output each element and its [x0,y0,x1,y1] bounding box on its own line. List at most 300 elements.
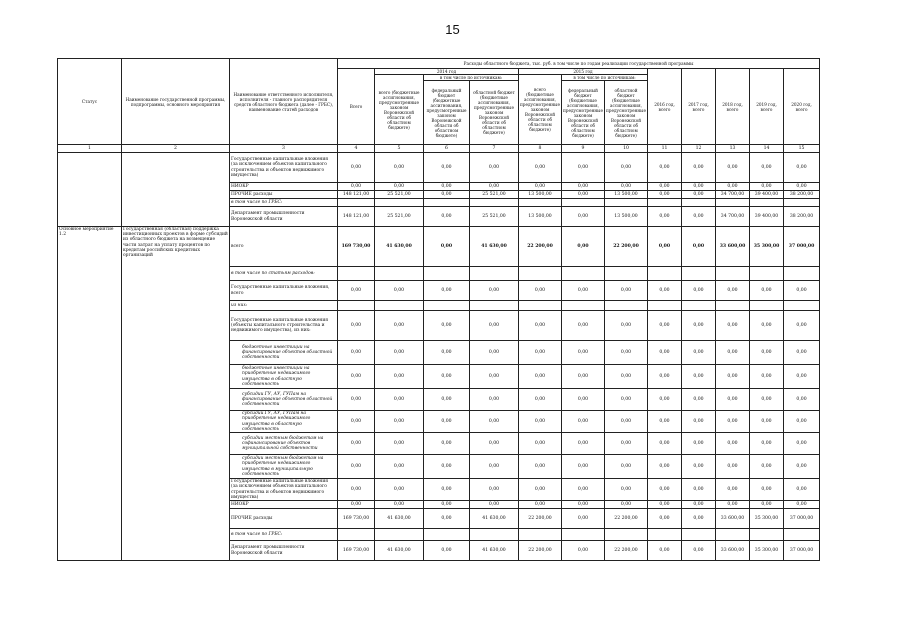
value-cell: 0,00 [682,433,716,455]
value-cell: 0,00 [562,509,605,529]
value-cell: 0,00 [424,183,470,191]
value-cell: 0,00 [424,501,470,509]
value-cell: 0,00 [716,501,750,509]
value-cell: 0,00 [562,501,605,509]
value-cell: 0,00 [784,153,820,183]
value-cell: 0,00 [605,501,648,509]
value-cell: 0,00 [750,389,784,411]
expense-item-cell: Государственные капитальные вложения, всего [230,281,338,301]
value-cell: 0,00 [750,455,784,479]
value-cell: 0,00 [648,341,682,365]
value-cell: 0,00 [750,411,784,433]
value-cell: 0,00 [375,281,424,301]
column-number: 10 [605,145,648,153]
value-cell: 0,00 [424,281,470,301]
value-cell: 0,00 [716,183,750,191]
value-cell [605,301,648,311]
value-cell: 0,00 [470,479,519,501]
value-cell [682,529,716,541]
value-cell: 38 200,00 [784,207,820,227]
value-cell: 0,00 [682,411,716,433]
value-cell: 0,00 [682,501,716,509]
value-cell: 22 200,00 [519,541,562,561]
value-cell: 34 700,00 [716,191,750,199]
value-cell: 0,00 [519,455,562,479]
value-cell: 0,00 [562,541,605,561]
value-cell: 0,00 [375,153,424,183]
value-cell: 0,00 [562,191,605,199]
value-cell [338,301,375,311]
value-cell: 0,00 [648,207,682,227]
expense-item-cell: Государственные капитальные вложения (за исключением объектов капитального строительства и объектов недвижимого имущества) [230,153,338,183]
value-cell: 0,00 [750,365,784,389]
value-cell: 41 630,00 [375,227,424,267]
value-cell: 0,00 [338,411,375,433]
value-cell [648,301,682,311]
value-cell: 0,00 [648,479,682,501]
value-cell: 0,00 [784,281,820,301]
value-cell: 0,00 [424,311,470,341]
value-cell: 33 600,00 [716,541,750,561]
value-cell: 0,00 [784,411,820,433]
value-cell [648,529,682,541]
value-cell: 0,00 [682,389,716,411]
value-cell: 0,00 [424,509,470,529]
value-cell: 0,00 [519,501,562,509]
value-cell: 0,00 [562,227,605,267]
value-cell [519,267,562,281]
value-cell [784,267,820,281]
value-cell: 0,00 [716,153,750,183]
value-cell: 0,00 [682,455,716,479]
column-number: 2 [122,145,230,153]
value-cell: 0,00 [682,153,716,183]
value-cell: 0,00 [682,183,716,191]
value-cell [424,301,470,311]
value-cell [519,199,562,207]
value-cell [338,267,375,281]
value-cell: 41 630,00 [470,509,519,529]
value-cell: 39 400,00 [750,207,784,227]
value-cell [375,267,424,281]
value-cell [682,199,716,207]
value-cell: 0,00 [562,153,605,183]
column-number: 4 [338,145,375,153]
value-cell: 0,00 [682,509,716,529]
value-cell [338,199,375,207]
value-cell: 0,00 [784,433,820,455]
value-cell: 13 500,00 [605,191,648,199]
value-cell: 0,00 [784,311,820,341]
value-cell: 0,00 [784,341,820,365]
header-2014-regional: областной бюджет (бюджетные ассигнования, предусмотренные законом Воронежской области об областном бюджете) [470,81,519,145]
value-cell: 37 000,00 [784,541,820,561]
value-cell: 0,00 [338,281,375,301]
value-cell: 0,00 [605,365,648,389]
value-cell: 0,00 [750,433,784,455]
value-cell: 0,00 [562,389,605,411]
value-cell: 0,00 [750,501,784,509]
header-year-2014: 2014 год [375,69,519,75]
value-cell: 0,00 [519,281,562,301]
value-cell: 0,00 [784,389,820,411]
value-cell: 0,00 [716,281,750,301]
value-cell: 0,00 [338,455,375,479]
header-2016: 2016 год, всего [648,69,682,145]
value-cell: 25 521,00 [470,207,519,227]
header-2015-federal: федеральный бюджет (бюджетные ассигнования, предусмотренные законом Воронежской области об областном бюджете) [562,81,605,145]
expense-item-cell: Государственные капитальные вложения (объекты капитального строительства и недвижимого имущества), из них: [230,311,338,341]
value-cell [716,301,750,311]
value-cell: 0,00 [562,183,605,191]
value-cell: 0,00 [648,411,682,433]
value-cell: 0,00 [648,509,682,529]
column-number: 9 [562,145,605,153]
value-cell: 0,00 [750,311,784,341]
value-cell: 0,00 [424,433,470,455]
page-number: 15 [445,22,460,37]
value-cell: 0,00 [750,281,784,301]
expense-item-cell: Государственные капитальные вложения (за исключением объектов капитального строительства и объектов недвижимого имущества) [230,479,338,501]
value-cell: 0,00 [648,311,682,341]
value-cell: 0,00 [716,455,750,479]
value-cell: 0,00 [605,153,648,183]
header-2015-sources: в том числе по источникам: [562,75,648,81]
value-cell [562,529,605,541]
value-cell: 0,00 [470,281,519,301]
value-cell: 0,00 [470,183,519,191]
value-cell: 0,00 [648,281,682,301]
header-2014-sources: в том числе по источникам: [424,75,519,81]
value-cell: 0,00 [470,341,519,365]
table-row [58,153,820,183]
expense-item-cell: бюджетные инвестиции на приобретение недвижимого имущества в областную собственность [230,365,338,389]
value-cell: 0,00 [682,479,716,501]
value-cell: 38 200,00 [784,191,820,199]
value-cell [470,199,519,207]
value-cell: 0,00 [424,541,470,561]
value-cell [716,199,750,207]
value-cell: 22 200,00 [605,509,648,529]
value-cell: 25 521,00 [375,191,424,199]
column-number: 5 [375,145,424,153]
value-cell: 169 730,00 [338,509,375,529]
value-cell: 0,00 [682,341,716,365]
header-2018: 2018 год, всего [716,69,750,145]
value-cell: 148 121,00 [338,207,375,227]
value-cell: 0,00 [424,227,470,267]
value-cell: 0,00 [375,411,424,433]
value-cell: 0,00 [375,389,424,411]
value-cell [375,301,424,311]
value-cell: 0,00 [470,365,519,389]
value-cell: 0,00 [716,433,750,455]
header-2020: 2020 год, всего [784,69,820,145]
value-cell: 0,00 [470,433,519,455]
value-cell [784,529,820,541]
value-cell: 0,00 [424,455,470,479]
value-cell: 0,00 [605,183,648,191]
value-cell: 0,00 [338,311,375,341]
value-cell: 13 500,00 [605,207,648,227]
value-cell [784,199,820,207]
value-cell: 0,00 [519,433,562,455]
header-program-name: Наименование государственной программы, подпрограммы, основного мероприятия [122,59,230,145]
value-cell: 13 500,00 [519,207,562,227]
column-number: 7 [470,145,519,153]
value-cell: 13 500,00 [519,191,562,199]
value-cell: 0,00 [338,341,375,365]
value-cell: 0,00 [682,365,716,389]
header-2017: 2017 год, всего [682,69,716,145]
value-cell: 0,00 [648,501,682,509]
value-cell: 169 730,00 [338,227,375,267]
value-cell: 0,00 [750,479,784,501]
value-cell: 0,00 [519,479,562,501]
value-cell: 0,00 [605,389,648,411]
value-cell: 22 200,00 [519,509,562,529]
value-cell: 0,00 [338,433,375,455]
value-cell: 41 630,00 [470,227,519,267]
value-cell: 0,00 [375,479,424,501]
value-cell: 0,00 [605,455,648,479]
column-number: 6 [424,145,470,153]
value-cell [648,267,682,281]
value-cell: 0,00 [375,433,424,455]
value-cell: 39 400,00 [750,191,784,199]
value-cell: 0,00 [648,153,682,183]
value-cell: 0,00 [470,153,519,183]
value-cell: 0,00 [682,281,716,301]
column-number: 13 [716,145,750,153]
expense-item-cell: всего [230,227,338,267]
value-cell: 0,00 [562,311,605,341]
expense-item-cell: ПРОЧИЕ расходы [230,509,338,529]
expense-item-cell: в том числе по ГРБС: [230,529,338,541]
value-cell: 0,00 [605,341,648,365]
value-cell: 0,00 [338,183,375,191]
value-cell: 0,00 [470,501,519,509]
column-number: 11 [648,145,682,153]
value-cell: 0,00 [648,227,682,267]
header-year-2015: 2015 год [519,69,648,75]
program-name-cell [122,153,230,227]
value-cell [750,267,784,281]
value-cell [375,199,424,207]
value-cell: 0,00 [648,365,682,389]
value-cell: 0,00 [562,455,605,479]
value-cell: 0,00 [605,311,648,341]
value-cell: 0,00 [682,541,716,561]
value-cell: 0,00 [338,479,375,501]
expense-item-cell: субсидии местным бюджетам на софинансирование объектов муниципальной собственности [230,433,338,455]
value-cell: 0,00 [784,183,820,191]
value-cell: 0,00 [716,389,750,411]
value-cell: 0,00 [470,311,519,341]
value-cell [784,301,820,311]
value-cell: 0,00 [375,183,424,191]
value-cell: 0,00 [562,411,605,433]
expense-item-cell: в том числе по статьям расходов: [230,267,338,281]
value-cell [562,267,605,281]
value-cell: 0,00 [648,389,682,411]
value-cell: 0,00 [682,227,716,267]
budget-table [57,58,820,561]
value-cell: 25 521,00 [470,191,519,199]
header-2019: 2019 год, всего [750,69,784,145]
value-cell: 37 000,00 [784,509,820,529]
value-cell: 0,00 [682,191,716,199]
value-cell: 0,00 [375,341,424,365]
value-cell: 37 000,00 [784,227,820,267]
expense-item-cell: Департамент промышленности Воронежской области [230,541,338,561]
header-budget-expenses: Расходы областного бюджета, тыс. руб. в том числе по годам реализации государственной программы [338,59,820,69]
expense-item-cell: НИОКР [230,501,338,509]
value-cell [519,529,562,541]
expense-item-cell: субсидии местным бюджетам на приобретение недвижимого имущества в муниципальную собственность [230,455,338,479]
column-number: 8 [519,145,562,153]
value-cell: 22 200,00 [605,541,648,561]
value-cell: 35 300,00 [750,541,784,561]
value-cell [470,301,519,311]
value-cell: 0,00 [470,389,519,411]
value-cell: 33 600,00 [716,509,750,529]
header-total: Всего [338,69,375,145]
value-cell: 0,00 [519,389,562,411]
column-numbers-row [58,145,820,153]
value-cell: 0,00 [424,191,470,199]
value-cell: 0,00 [519,311,562,341]
column-number: 12 [682,145,716,153]
value-cell: 35 300,00 [750,227,784,267]
header-2015-regional: областной бюджет (бюджетные ассигнования, предусмотренные законом Воронежской области об областном бюджете) [605,81,648,145]
value-cell: 0,00 [519,153,562,183]
value-cell: 0,00 [338,153,375,183]
value-cell: 0,00 [784,365,820,389]
column-number: 14 [750,145,784,153]
value-cell: 0,00 [648,191,682,199]
value-cell: 33 600,00 [716,227,750,267]
value-cell [716,529,750,541]
value-cell: 0,00 [716,365,750,389]
expense-item-cell: бюджетные инвестиции на финансирование объектов областной собственности [230,341,338,365]
column-number: 1 [58,145,122,153]
status-cell [58,153,122,227]
value-cell: 0,00 [424,207,470,227]
value-cell: 0,00 [519,365,562,389]
value-cell: 0,00 [424,479,470,501]
value-cell [682,267,716,281]
value-cell: 0,00 [605,479,648,501]
value-cell [470,529,519,541]
value-cell: 41 630,00 [375,541,424,561]
value-cell: 0,00 [716,341,750,365]
value-cell: 0,00 [716,411,750,433]
value-cell: 0,00 [375,365,424,389]
value-cell [648,199,682,207]
value-cell: 0,00 [784,479,820,501]
value-cell: 148 121,00 [338,191,375,199]
expense-item-cell: НИОКР [230,183,338,191]
header-2014-total: всего (бюджетные ассигнования, предусмотренные законом Воронежской области об областном бюджете) [375,75,424,145]
value-cell: 41 630,00 [470,541,519,561]
value-cell: 0,00 [750,153,784,183]
value-cell: 169 730,00 [338,541,375,561]
column-number: 3 [230,145,338,153]
value-cell [562,301,605,311]
expense-item-cell: ПРОЧИЕ расходы [230,191,338,199]
value-cell: 0,00 [682,207,716,227]
value-cell [750,301,784,311]
value-cell [716,267,750,281]
value-cell [605,199,648,207]
value-cell: 0,00 [682,311,716,341]
value-cell: 0,00 [470,411,519,433]
value-cell: 35 300,00 [750,509,784,529]
value-cell: 0,00 [424,389,470,411]
header-executor: Наименование ответственного исполнителя, исполнителя - главного распорядителя средств областного бюджета (далее - ГРБС), наименование статей расходов [230,59,338,145]
value-cell: 0,00 [605,281,648,301]
value-cell [750,199,784,207]
value-cell: 0,00 [605,433,648,455]
value-cell: 22 200,00 [605,227,648,267]
value-cell: 34 700,00 [716,207,750,227]
value-cell [424,267,470,281]
value-cell [605,267,648,281]
value-cell: 0,00 [424,341,470,365]
value-cell: 0,00 [519,183,562,191]
value-cell: 0,00 [784,501,820,509]
value-cell: 0,00 [424,411,470,433]
value-cell [424,529,470,541]
value-cell: 0,00 [519,411,562,433]
program-name-cell: Государственная (областная) поддержка инвестиционных проектов в форме субсидий из областного бюджета на возмещение части затрат на уплату процентов по кредитам российских кредитных организаций [122,227,230,561]
value-cell: 0,00 [562,433,605,455]
value-cell [519,301,562,311]
value-cell: 0,00 [562,341,605,365]
value-cell [605,529,648,541]
value-cell [375,529,424,541]
column-number: 15 [784,145,820,153]
value-cell: 0,00 [519,341,562,365]
expense-item-cell: Департамент промышленности Воронежской области [230,207,338,227]
value-cell: 0,00 [716,479,750,501]
header-status: Статус [58,59,122,145]
expense-item-cell: в том числе по ГРБС: [230,199,338,207]
value-cell: 0,00 [424,153,470,183]
value-cell: 0,00 [375,455,424,479]
value-cell: 0,00 [648,541,682,561]
table-row [58,227,820,267]
value-cell: 0,00 [375,501,424,509]
value-cell [750,529,784,541]
value-cell: 0,00 [470,455,519,479]
value-cell: 41 630,00 [375,509,424,529]
value-cell: 0,00 [648,433,682,455]
value-cell: 0,00 [605,411,648,433]
value-cell: 0,00 [562,207,605,227]
value-cell: 0,00 [648,183,682,191]
value-cell: 0,00 [562,281,605,301]
value-cell: 0,00 [562,365,605,389]
expense-item-cell: из них: [230,301,338,311]
value-cell [338,529,375,541]
header-2015-total: всего (бюджетные ассигнования, предусмотренные законом Воронежской области об областном бюджете) [519,75,562,145]
value-cell: 0,00 [562,479,605,501]
value-cell: 0,00 [716,311,750,341]
value-cell: 0,00 [338,389,375,411]
header-2014-federal: федеральный бюджет (бюджетные ассигнования, предусмотренные законом Воронежской области об областном бюджете) [424,81,470,145]
